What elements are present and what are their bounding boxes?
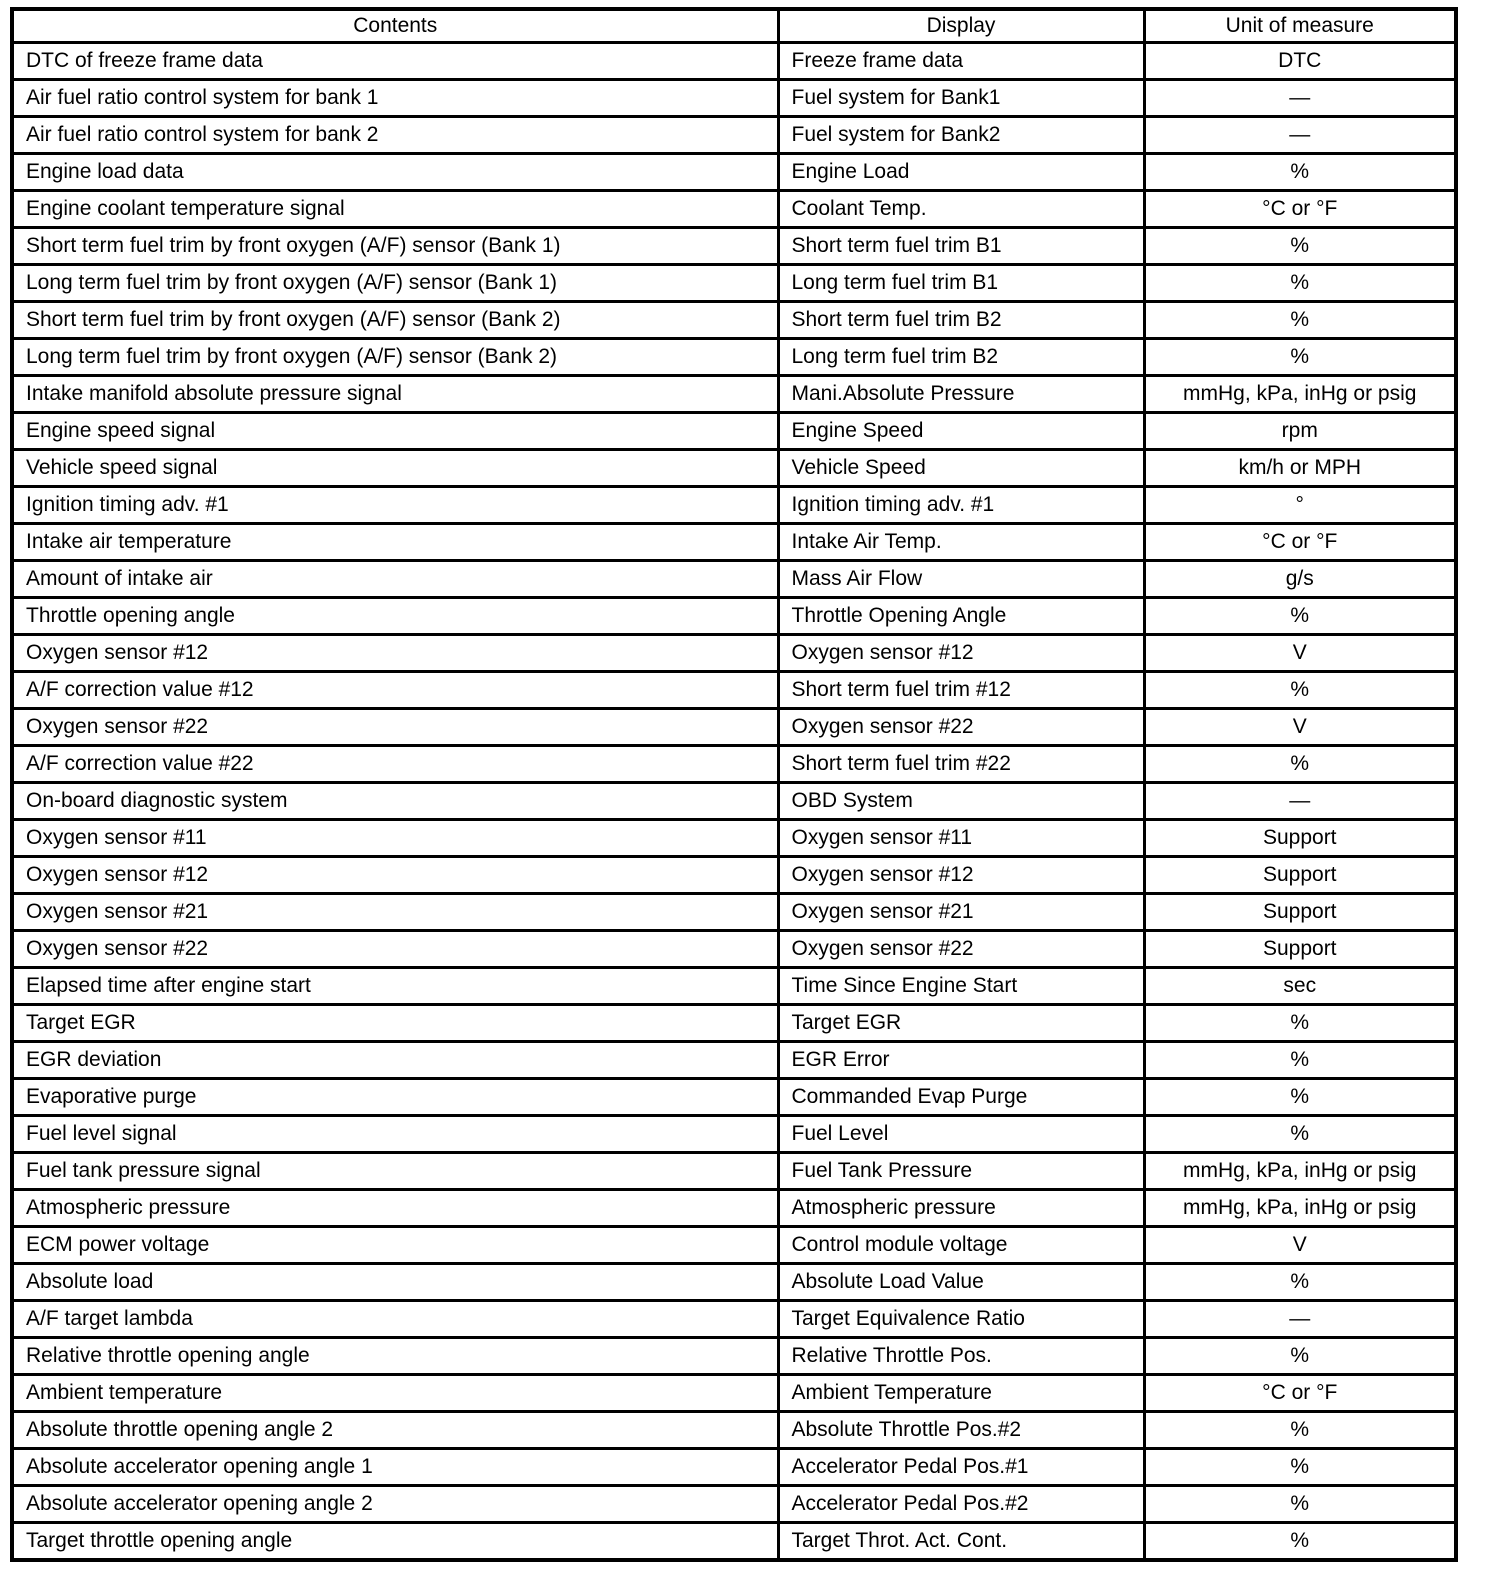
unit-cell: % xyxy=(1144,672,1456,709)
table-row xyxy=(12,746,1456,783)
table-row xyxy=(12,1338,1456,1375)
table-row xyxy=(12,1116,1456,1153)
unit-cell: V xyxy=(1144,709,1456,746)
display-cell: Engine Load xyxy=(778,154,1144,191)
table-row xyxy=(12,968,1456,1005)
unit-cell: % xyxy=(1144,228,1456,265)
display-cell: Freeze frame data xyxy=(778,43,1144,80)
display-cell: Engine Speed xyxy=(778,413,1144,450)
display-cell: Accelerator Pedal Pos.#1 xyxy=(778,1449,1144,1486)
table-row xyxy=(12,783,1456,820)
display-cell: Accelerator Pedal Pos.#2 xyxy=(778,1486,1144,1523)
contents-cell: Short term fuel trim by front oxygen (A/F) sensor (Bank 1) xyxy=(12,228,778,265)
table-row xyxy=(12,1449,1456,1486)
display-cell: Time Since Engine Start xyxy=(778,968,1144,1005)
table-row xyxy=(12,1264,1456,1301)
table-row xyxy=(12,376,1456,413)
table-row xyxy=(12,1301,1456,1338)
contents-cell: Fuel level signal xyxy=(12,1116,778,1153)
unit-cell: °C or °F xyxy=(1144,1375,1456,1412)
unit-cell: % xyxy=(1144,265,1456,302)
table-row xyxy=(12,1227,1456,1264)
table-row xyxy=(12,524,1456,561)
unit-cell: % xyxy=(1144,1449,1456,1486)
obd-data-list-table xyxy=(10,7,1458,1562)
unit-cell: V xyxy=(1144,635,1456,672)
contents-cell: Relative throttle opening angle xyxy=(12,1338,778,1375)
unit-cell: % xyxy=(1144,302,1456,339)
display-cell: Commanded Evap Purge xyxy=(778,1079,1144,1116)
table-row xyxy=(12,820,1456,857)
table-row xyxy=(12,1523,1456,1561)
column-header-display: Display xyxy=(778,9,1144,43)
contents-cell: Oxygen sensor #22 xyxy=(12,709,778,746)
table-row xyxy=(12,1486,1456,1523)
unit-cell: % xyxy=(1144,1116,1456,1153)
contents-cell: Absolute load xyxy=(12,1264,778,1301)
contents-cell: Throttle opening angle xyxy=(12,598,778,635)
table-row xyxy=(12,635,1456,672)
unit-cell: — xyxy=(1144,783,1456,820)
contents-cell: Absolute accelerator opening angle 2 xyxy=(12,1486,778,1523)
table-row xyxy=(12,1375,1456,1412)
contents-cell: Target EGR xyxy=(12,1005,778,1042)
display-cell: Oxygen sensor #22 xyxy=(778,931,1144,968)
table-row xyxy=(12,1042,1456,1079)
table-row xyxy=(12,154,1456,191)
unit-cell: °C or °F xyxy=(1144,191,1456,228)
display-cell: Vehicle Speed xyxy=(778,450,1144,487)
table-row xyxy=(12,80,1456,117)
unit-cell: mmHg, kPa, inHg or psig xyxy=(1144,1190,1456,1227)
contents-cell: Engine speed signal xyxy=(12,413,778,450)
display-cell: Ignition timing adv. #1 xyxy=(778,487,1144,524)
contents-cell: Elapsed time after engine start xyxy=(12,968,778,1005)
unit-cell: V xyxy=(1144,1227,1456,1264)
unit-cell: % xyxy=(1144,1412,1456,1449)
unit-cell: % xyxy=(1144,1005,1456,1042)
display-cell: Mass Air Flow xyxy=(778,561,1144,598)
contents-cell: Air fuel ratio control system for bank 1 xyxy=(12,80,778,117)
contents-cell: Amount of intake air xyxy=(12,561,778,598)
contents-cell: Oxygen sensor #12 xyxy=(12,857,778,894)
unit-cell: % xyxy=(1144,1042,1456,1079)
display-cell: Target Equivalence Ratio xyxy=(778,1301,1144,1338)
unit-cell: — xyxy=(1144,117,1456,154)
display-cell: Target EGR xyxy=(778,1005,1144,1042)
display-cell: Fuel Level xyxy=(778,1116,1144,1153)
unit-cell: °C or °F xyxy=(1144,524,1456,561)
unit-cell: — xyxy=(1144,1301,1456,1338)
display-cell: Long term fuel trim B1 xyxy=(778,265,1144,302)
contents-cell: A/F correction value #22 xyxy=(12,746,778,783)
contents-cell: Engine coolant temperature signal xyxy=(12,191,778,228)
table-row xyxy=(12,1005,1456,1042)
contents-cell: Oxygen sensor #11 xyxy=(12,820,778,857)
unit-cell: Support xyxy=(1144,931,1456,968)
table-row xyxy=(12,857,1456,894)
unit-cell: Support xyxy=(1144,857,1456,894)
table-row xyxy=(12,117,1456,154)
unit-cell: DTC xyxy=(1144,43,1456,80)
display-cell: Atmospheric pressure xyxy=(778,1190,1144,1227)
table-row xyxy=(12,339,1456,376)
contents-cell: Fuel tank pressure signal xyxy=(12,1153,778,1190)
display-cell: Control module voltage xyxy=(778,1227,1144,1264)
contents-cell: Target throttle opening angle xyxy=(12,1523,778,1561)
display-cell: Short term fuel trim B2 xyxy=(778,302,1144,339)
contents-cell: Long term fuel trim by front oxygen (A/F) sensor (Bank 1) xyxy=(12,265,778,302)
table-row xyxy=(12,302,1456,339)
contents-cell: Atmospheric pressure xyxy=(12,1190,778,1227)
table-body xyxy=(12,43,1456,1561)
display-cell: Ambient Temperature xyxy=(778,1375,1144,1412)
contents-cell: Short term fuel trim by front oxygen (A/F) sensor (Bank 2) xyxy=(12,302,778,339)
table-row xyxy=(12,228,1456,265)
unit-cell: % xyxy=(1144,1264,1456,1301)
contents-cell: Ignition timing adv. #1 xyxy=(12,487,778,524)
contents-cell: A/F target lambda xyxy=(12,1301,778,1338)
display-cell: OBD System xyxy=(778,783,1144,820)
display-cell: Target Throt. Act. Cont. xyxy=(778,1523,1144,1561)
table-row xyxy=(12,450,1456,487)
table-row xyxy=(12,931,1456,968)
table-row xyxy=(12,709,1456,746)
display-cell: Oxygen sensor #12 xyxy=(778,857,1144,894)
contents-cell: Ambient temperature xyxy=(12,1375,778,1412)
unit-cell: mmHg, kPa, inHg or psig xyxy=(1144,1153,1456,1190)
unit-cell: sec xyxy=(1144,968,1456,1005)
display-cell: Oxygen sensor #22 xyxy=(778,709,1144,746)
contents-cell: EGR deviation xyxy=(12,1042,778,1079)
unit-cell: % xyxy=(1144,154,1456,191)
unit-cell: % xyxy=(1144,339,1456,376)
display-cell: Absolute Load Value xyxy=(778,1264,1144,1301)
contents-cell: Engine load data xyxy=(12,154,778,191)
unit-cell: g/s xyxy=(1144,561,1456,598)
unit-cell: % xyxy=(1144,1338,1456,1375)
column-header-unit-of-measure: Unit of measure xyxy=(1144,9,1456,43)
table-row xyxy=(12,561,1456,598)
contents-cell: Oxygen sensor #12 xyxy=(12,635,778,672)
contents-cell: Air fuel ratio control system for bank 2 xyxy=(12,117,778,154)
display-cell: Short term fuel trim #12 xyxy=(778,672,1144,709)
table-row xyxy=(12,413,1456,450)
display-cell: Fuel system for Bank2 xyxy=(778,117,1144,154)
display-cell: Throttle Opening Angle xyxy=(778,598,1144,635)
display-cell: Fuel system for Bank1 xyxy=(778,80,1144,117)
display-cell: Relative Throttle Pos. xyxy=(778,1338,1144,1375)
unit-cell: — xyxy=(1144,80,1456,117)
unit-cell: Support xyxy=(1144,894,1456,931)
contents-cell: On-board diagnostic system xyxy=(12,783,778,820)
contents-cell: DTC of freeze frame data xyxy=(12,43,778,80)
contents-cell: Long term fuel trim by front oxygen (A/F) sensor (Bank 2) xyxy=(12,339,778,376)
contents-cell: Oxygen sensor #21 xyxy=(12,894,778,931)
table-row xyxy=(12,598,1456,635)
contents-cell: A/F correction value #12 xyxy=(12,672,778,709)
unit-cell: ° xyxy=(1144,487,1456,524)
unit-cell: % xyxy=(1144,1523,1456,1561)
display-cell: Oxygen sensor #21 xyxy=(778,894,1144,931)
unit-cell: % xyxy=(1144,598,1456,635)
display-cell: EGR Error xyxy=(778,1042,1144,1079)
table-row xyxy=(12,487,1456,524)
table-row xyxy=(12,1190,1456,1227)
unit-cell: km/h or MPH xyxy=(1144,450,1456,487)
unit-cell: % xyxy=(1144,1486,1456,1523)
display-cell: Intake Air Temp. xyxy=(778,524,1144,561)
table-header-row xyxy=(12,9,1456,43)
contents-cell: Absolute throttle opening angle 2 xyxy=(12,1412,778,1449)
display-cell: Short term fuel trim #22 xyxy=(778,746,1144,783)
display-cell: Coolant Temp. xyxy=(778,191,1144,228)
table-row xyxy=(12,1153,1456,1190)
contents-cell: ECM power voltage xyxy=(12,1227,778,1264)
table-row xyxy=(12,672,1456,709)
display-cell: Short term fuel trim B1 xyxy=(778,228,1144,265)
table-row xyxy=(12,191,1456,228)
contents-cell: Absolute accelerator opening angle 1 xyxy=(12,1449,778,1486)
display-cell: Absolute Throttle Pos.#2 xyxy=(778,1412,1144,1449)
contents-cell: Evaporative purge xyxy=(12,1079,778,1116)
unit-cell: rpm xyxy=(1144,413,1456,450)
contents-cell: Vehicle speed signal xyxy=(12,450,778,487)
table-row xyxy=(12,43,1456,80)
unit-cell: Support xyxy=(1144,820,1456,857)
column-header-contents: Contents xyxy=(12,9,778,43)
display-cell: Long term fuel trim B2 xyxy=(778,339,1144,376)
table-row xyxy=(12,894,1456,931)
contents-cell: Intake manifold absolute pressure signal xyxy=(12,376,778,413)
contents-cell: Intake air temperature xyxy=(12,524,778,561)
display-cell: Fuel Tank Pressure xyxy=(778,1153,1144,1190)
table-row xyxy=(12,1079,1456,1116)
unit-cell: mmHg, kPa, inHg or psig xyxy=(1144,376,1456,413)
unit-cell: % xyxy=(1144,1079,1456,1116)
display-cell: Mani.Absolute Pressure xyxy=(778,376,1144,413)
display-cell: Oxygen sensor #12 xyxy=(778,635,1144,672)
display-cell: Oxygen sensor #11 xyxy=(778,820,1144,857)
table-row xyxy=(12,265,1456,302)
unit-cell: % xyxy=(1144,746,1456,783)
table-row xyxy=(12,1412,1456,1449)
contents-cell: Oxygen sensor #22 xyxy=(12,931,778,968)
